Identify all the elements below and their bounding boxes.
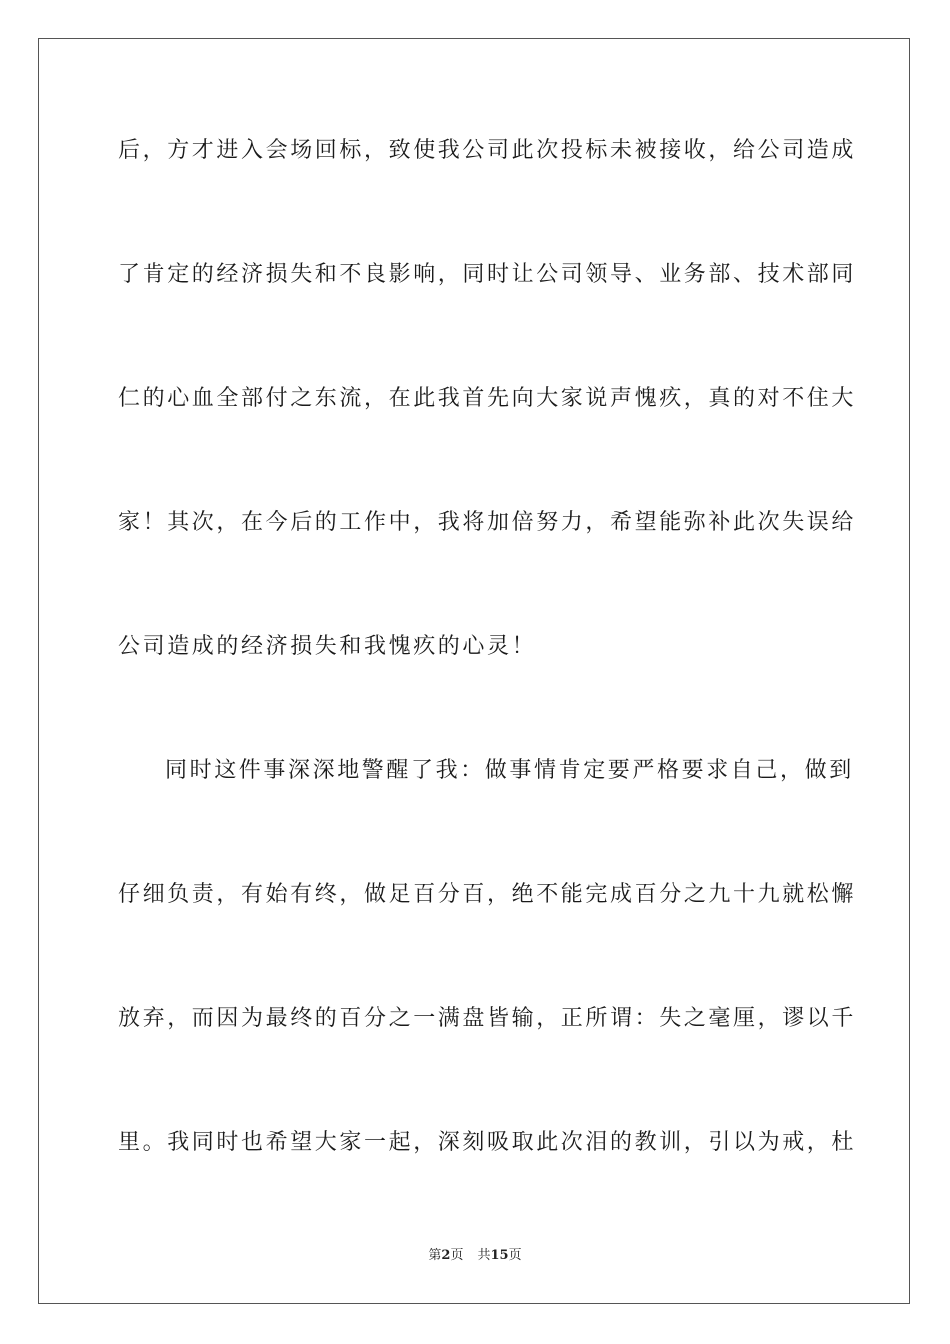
total-suffix: 页 [508,1248,522,1263]
text-line-6: 同时这件事深深地警醒了我：做事情肯定要严格要求自己，做到 [165,758,854,783]
text-line-2: 了肯定的经济损失和不良影响，同时让公司领导、业务部、技术部同 [118,262,857,287]
page-number: 2 [441,1248,451,1263]
text-line-4: 家！其次，在今后的工作中，我将加倍努力，希望能弥补此次失误给 [118,510,857,535]
text-line-8: 放弃，而因为最终的百分之一满盘皆输，正所谓：失之毫厘，谬以千 [118,1006,857,1031]
text-line-1: 后，方才进入会场回标，致使我公司此次投标未被接收，给公司造成 [118,138,857,163]
total-prefix: 共 [477,1248,491,1263]
text-line-5: 公司造成的经济损失和我愧疚的心灵！ [118,634,537,659]
text-line-3: 仁的心血全部付之东流，在此我首先向大家说声愧疚，真的对不住大 [118,386,857,411]
page-suffix: 页 [450,1248,464,1263]
text-line-7: 仔细负责，有始有终，做足百分百，绝不能完成百分之九十九就松懈 [118,882,857,907]
text-line-9: 里。我同时也希望大家一起，深刻吸取此次泪的教训，引以为戒，杜 [118,1130,857,1155]
page-footer [0,1247,950,1265]
total-pages: 15 [490,1248,509,1263]
page-border [38,38,910,1304]
page-prefix: 第 [428,1248,442,1263]
